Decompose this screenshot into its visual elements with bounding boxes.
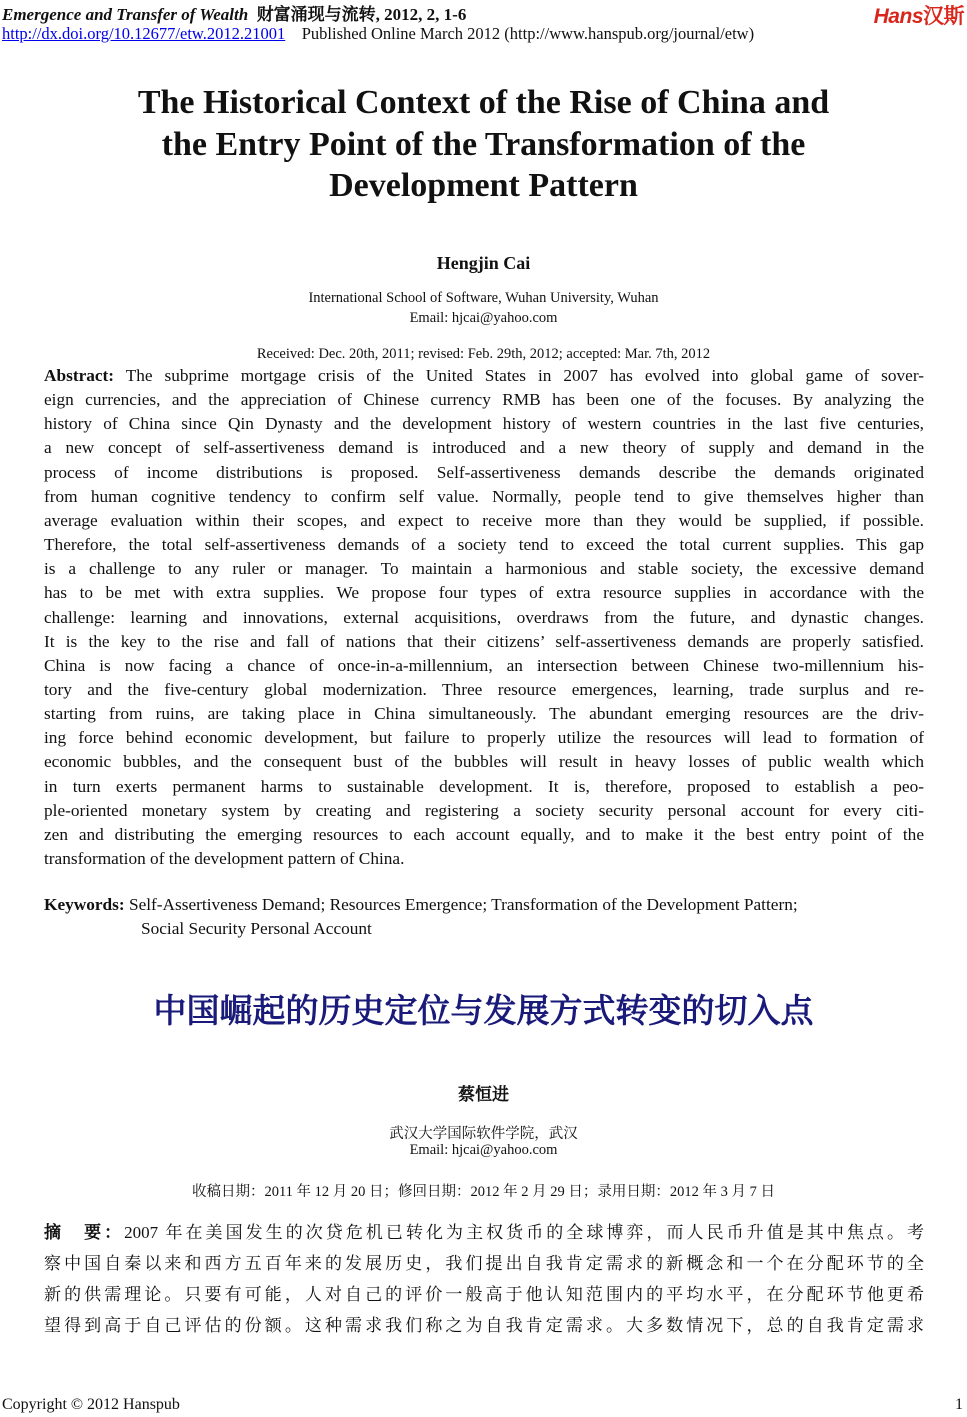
abstract-text: tory and the five-century global modernization. Three resource emergences, learning, trade surplus and re- [44,679,924,699]
journal-header [2,0,466,25]
abstract-line [44,436,924,460]
abstract-text: It is the key to the rise and fall of nations that their citizens’ self-assertiveness demands are properly satisfied. [44,631,924,651]
abstract-line [44,533,924,557]
received-dates: Received: Dec. 20th, 2011; revised: Feb. 29th, 2012; accepted: Mar. 7th, 2012 [256,346,711,362]
abstract-line [44,461,924,485]
abstract-text: China is now facing a chance of once-in-a-millennium, an intersection between Chinese two-millennium his- [44,655,924,675]
chinese-abstract-text: 望得到高于自己评估的份额。这种需求我们称之为自我肯定需求。大多数情况下，总的自我肯定需求 [44,1316,924,1335]
abstract-line [44,823,924,847]
published-online: Published Online March 2012 (http://www.hanspub.org/journal/etw) [301,24,755,43]
abstract-text: eign currencies, and the appreciation of Chinese currency RMB has been one of the focuses. By analyzing the [44,390,924,410]
abstract-line [44,702,924,726]
paper-title [0,82,967,207]
abstract-text: ing force behind economic development, but failure to properly utilize the resources will lead to formation of [44,728,924,748]
page-number: 1 [955,1396,963,1413]
keywords-text: Self-Assertiveness Demand; Resources Emergence; Transformation of the Development Pattern; [124,895,798,914]
chinese-author: 蔡恒进 [458,1085,509,1104]
title-line: The Historical Context of the Rise of China and [137,84,830,121]
logo-text-en: Hans [873,5,923,28]
abstract-text: Therefore, the total self-assertiveness demands of a society tend to exceed the total current supplies. This gap [44,535,924,555]
journal-name-cn: 财富涌现与流转, 2012, 2, 1-6 [256,5,467,24]
publication-info [2,24,754,44]
abstract-line [44,750,924,774]
abstract-text: history of China since Qin Dynasty and the development history of western countries in the last five centuries, [44,414,924,434]
abstract-text: has to be met with extra supplies. We propose four types of extra resource supplies in accordance with the [44,583,924,603]
abstract-text: challenge: learning and innovations, external acquisitions, overdraws from the future, and dynastic changes. [44,607,924,627]
abstract-text: transformation of the development pattern of China. [44,849,405,868]
abstract-text: in turn exerts permanent harms to sustainable development. It is, therefore, proposed to establish a peo- [44,776,924,796]
abstract-text: process of income distributions is proposed. Self-assertiveness demands describe the demands originated [44,462,924,482]
abstract-line [44,509,924,533]
chinese-abstract-text: 新的供需理论。只要有可能，人对自己的评价一般高于他认知范围内的平均水平，在分配环节他更希 [44,1285,924,1304]
abstract-line [44,654,924,678]
title-line: the Entry Point of the Transformation of the [161,125,806,163]
abstract-text: average evaluation within their scopes, and expect to receive more than they would be supplied, if possible. [44,510,924,530]
abstract-line [44,847,924,871]
chinese-abstract-line [44,1249,924,1279]
author-name: Hengjin Cai [436,253,531,273]
affiliation: International School of Software, Wuhan University, Wuhan [308,290,659,306]
abstract-text: The subprime mortgage crisis of the United States in 2007 has evolved into global game of sover- [114,366,924,385]
abstract-line [44,799,924,823]
logo-text-cn: 汉斯 [923,5,964,28]
abstract-text: from human cognitive tendency to confirm self value. Normally, people tend to give themselves higher than [44,486,924,506]
abstract-line [44,388,924,412]
chinese-abstract-line [44,1218,924,1248]
abstract-line [44,606,924,630]
abstract-line [44,485,924,509]
abstract-line [44,775,924,799]
keywords-text-2: Social Security Personal Account [141,919,372,938]
abstract-line [44,364,924,388]
abstract-text: economic bubbles, and the consequent bust of the bubbles will result in heavy losses of public wealth which [44,752,924,772]
chinese-abstract-line [44,1311,924,1341]
abstract-text: ple-oriented monetary system by creating and registering a society security personal account for every citi- [44,800,924,820]
abstract-text: a new concept of self-assertiveness demand is introduced and a new theory of supply and demand in the [44,438,924,458]
chinese-abstract-label: 摘 要： [44,1223,125,1242]
abstract-label: Abstract: [44,366,115,385]
chinese-abstract-line [44,1280,924,1310]
keywords-label: Keywords: [44,895,125,914]
chinese-title: 中国崛起的历史定位与发展方式转变的切入点 [153,991,814,1030]
abstract-text: zen and distributing the emerging resources to each account equally, and to make it the best entry point of the [44,824,924,844]
abstract-line [44,557,924,581]
keywords [44,893,798,917]
copyright: Copyright © 2012 Hanspub [2,1396,180,1413]
abstract-line [44,630,924,654]
chinese-dates: 收稿日期：2011 年 12 月 20 日；修回日期：2012 年 2 月 29 日；录用日期：2012 年 3 月 7 日 [191,1184,776,1200]
author-email: Email: hjcai@yahoo.com [409,310,558,326]
doi-link[interactable]: http://dx.doi.org/10.12677/etw.2012.21001 [2,24,286,43]
chinese-abstract-text: 察中国自秦以来和西方五百年来的发展历史，我们提出自我肯定需求的新概念和一个在分配环节的全 [44,1254,924,1273]
abstract-line [44,581,924,605]
hans-logo [874,0,964,30]
abstract-line [44,678,924,702]
abstract-line [44,726,924,750]
chinese-abstract-text: 2007 年在美国发生的次贷危机已转化为主权货币的全球博弈，而人民币升值是其中焦点。考 [124,1223,925,1242]
abstract-text: starting from ruins, are taking place in China simultaneously. The abundant emerging resources are the driv- [44,704,924,724]
abstract-line [44,412,924,436]
abstract-text: is a challenge to any ruler or manager. To maintain a harmonious and stable society, the excessive demand [44,559,924,579]
chinese-affiliation: 武汉大学国际软件学院，武汉 [389,1126,578,1142]
title-line: Development Pattern [329,167,638,204]
chinese-email: Email: hjcai@yahoo.com [409,1142,558,1158]
journal-name-en: Emergence and Transfer of Wealth [2,5,249,24]
